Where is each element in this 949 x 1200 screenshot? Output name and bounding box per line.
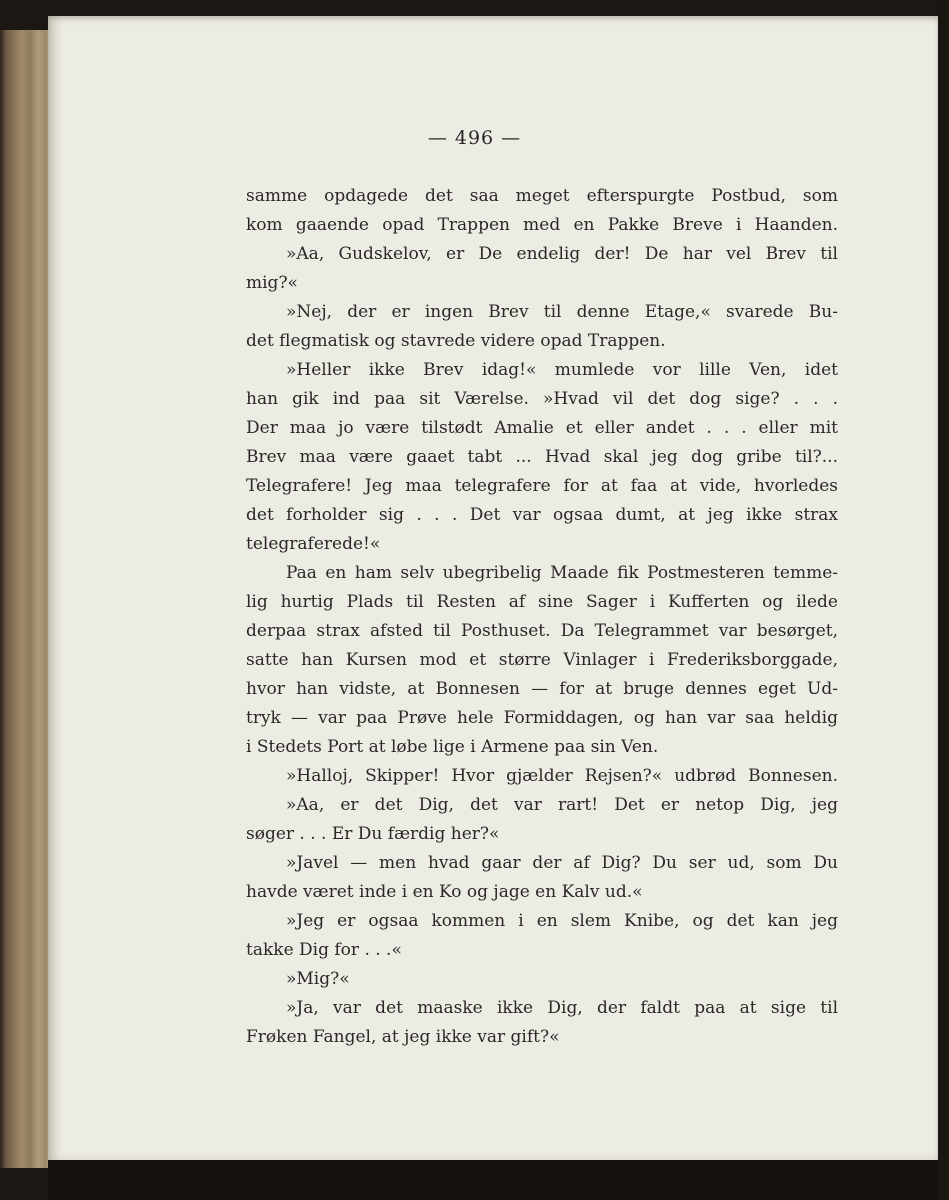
book-page-edges bbox=[0, 30, 52, 1168]
text-line: samme opdagede det saa meget efterspurgte Postbud, som bbox=[246, 186, 838, 206]
text-line: mig?« bbox=[246, 273, 298, 293]
text-line: tryk — var paa Prøve hele Formiddagen, og han var saa heldig bbox=[246, 708, 838, 728]
text-line: Brev maa være gaaet tabt ... Hvad skal jeg dog gribe til?... bbox=[246, 447, 838, 467]
right-background-strip bbox=[938, 0, 949, 1200]
page-bottom-background bbox=[48, 1160, 938, 1200]
text-line: telegraferede!« bbox=[246, 534, 381, 554]
text-line: kom gaaende opad Trappen med en Pakke Breve i Haanden. bbox=[246, 215, 838, 235]
text-line: »Javel — men hvad gaar der af Dig? Du ser ud, som Du bbox=[286, 853, 838, 873]
text-line: »Heller ikke Brev idag!« mumlede vor lille Ven, idet bbox=[286, 360, 838, 380]
text-line: »Jeg er ogsaa kommen i en slem Knibe, og det kan jeg bbox=[286, 911, 838, 931]
text-line: det forholder sig . . . Det var ogsaa dumt, at jeg ikke strax bbox=[246, 505, 838, 525]
text-line: han gik ind paa sit Værelse. »Hvad vil det dog sige? . . . bbox=[246, 389, 838, 409]
text-line: havde været inde i en Ko og jage en Kalv ud.« bbox=[246, 882, 643, 902]
text-line: Frøken Fangel, at jeg ikke var gift?« bbox=[246, 1027, 560, 1047]
text-line: takke Dig for . . .« bbox=[246, 940, 402, 960]
body-text bbox=[246, 182, 838, 1052]
text-line: i Stedets Port at løbe lige i Armene paa sin Ven. bbox=[246, 737, 659, 757]
text-line: lig hurtig Plads til Resten af sine Sager i Kufferten og ilede bbox=[246, 592, 838, 612]
text-line: Paa en ham selv ubegribelig Maade fik Postmesteren temme- bbox=[286, 563, 838, 583]
text-line: Der maa jo være tilstødt Amalie et eller andet . . . eller mit bbox=[246, 418, 838, 438]
text-line: hvor han vidste, at Bonnesen — for at bruge dennes eget Ud- bbox=[246, 679, 838, 699]
text-line: det flegmatisk og stavrede videre opad Trappen. bbox=[246, 331, 666, 351]
text-line: satte han Kursen mod et større Vinlager i Frederiksborggade, bbox=[246, 650, 838, 670]
text-line: derpaa strax afsted til Posthuset. Da Telegrammet var besørget, bbox=[246, 621, 838, 641]
text-line: »Nej, der er ingen Brev til denne Etage,« svarede Bu- bbox=[286, 302, 838, 322]
text-line: »Aa, er det Dig, det var rart! Det er netop Dig, jeg bbox=[286, 795, 838, 815]
text-line: »Mig?« bbox=[286, 969, 350, 989]
text-line: »Ja, var det maaske ikke Dig, der faldt paa at sige til bbox=[286, 998, 838, 1018]
text-line: søger . . . Er Du færdig her?« bbox=[246, 824, 500, 844]
page-number: — 496 — bbox=[427, 127, 522, 149]
text-line: »Aa, Gudskelov, er De endelig der! De har vel Brev til bbox=[286, 244, 838, 264]
text-line: »Halloj, Skipper! Hvor gjælder Rejsen?« udbrød Bonnesen. bbox=[286, 766, 838, 786]
text-line: Telegrafere! Jeg maa telegrafere for at faa at vide, hvorledes bbox=[246, 476, 838, 496]
